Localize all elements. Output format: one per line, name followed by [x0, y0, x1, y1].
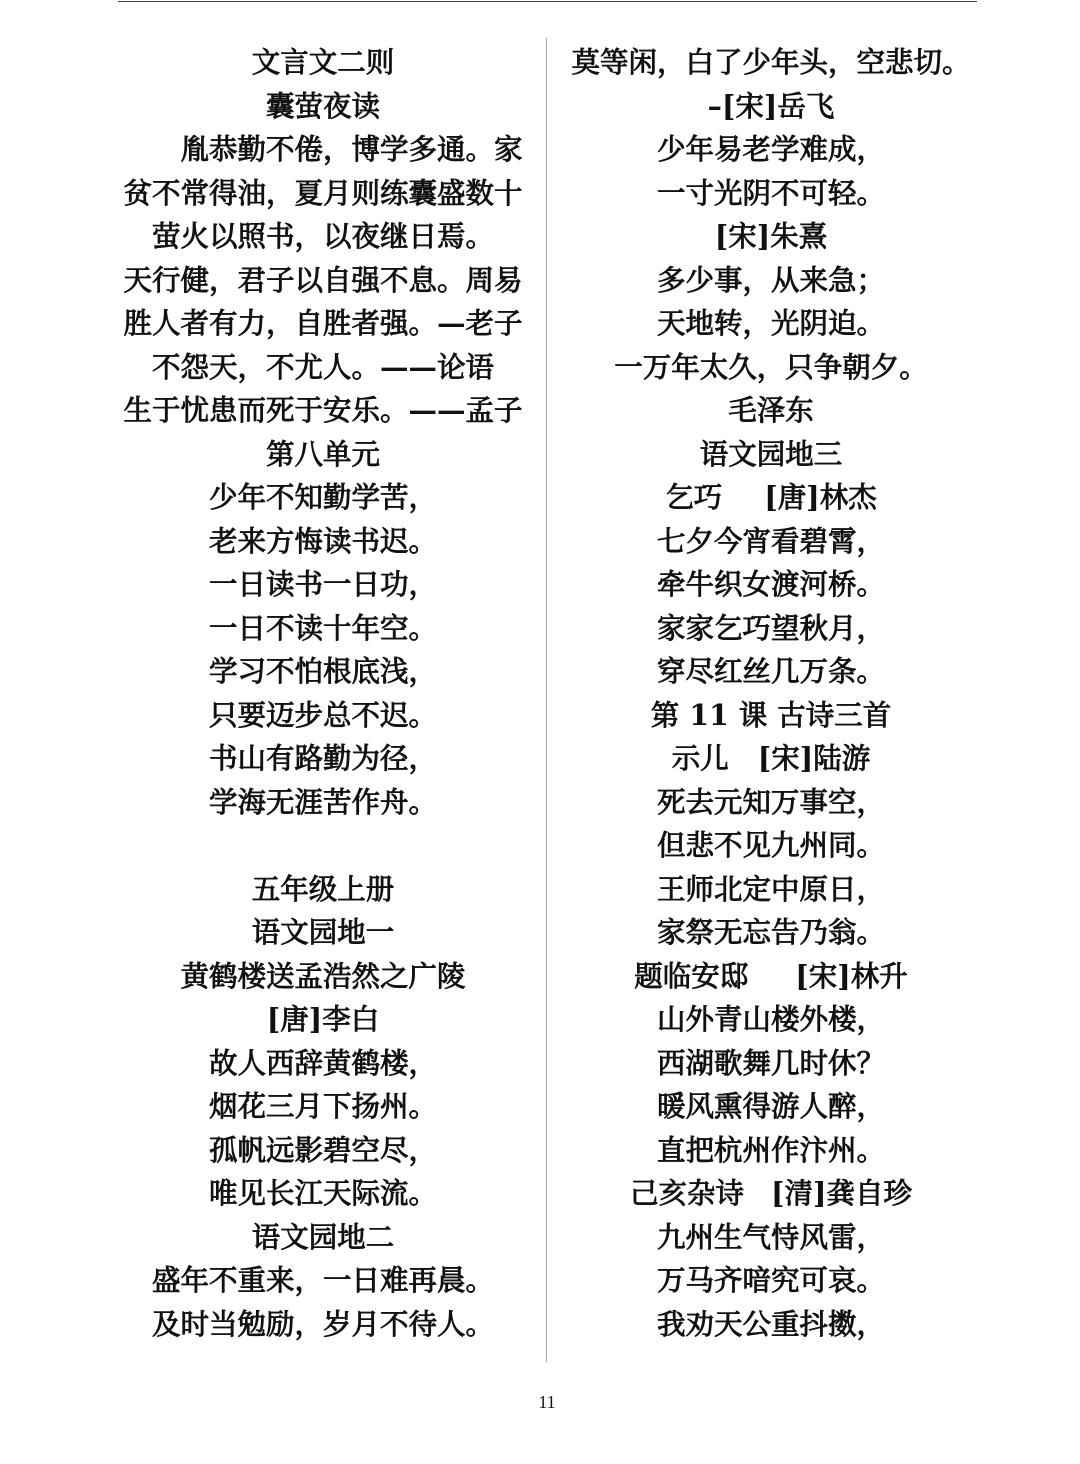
poem-line: 牵牛织女渡河桥。: [656, 567, 885, 601]
prose-line: 贫不常得油，夏月则练囊盛数十: [123, 175, 523, 210]
grade-heading: 五年级上册: [251, 871, 395, 906]
poem-line: 学习不怕根底浅，: [208, 654, 437, 688]
quote-line: 生于忧患而死于安乐。——孟子: [123, 393, 523, 427]
poem-author: [唐]李白: [266, 1002, 380, 1036]
poem-author: [唐]林杰: [764, 480, 877, 514]
poem-line: 天地转，光阴迫。: [656, 306, 885, 340]
poem-line: 王师北定中原日，: [656, 871, 885, 906]
poem-line: 莫等闲，白了少年头，空悲切。: [571, 45, 971, 79]
poem-line: 老来方悔读书迟。: [208, 523, 437, 558]
poem-author: [宋]朱熹: [714, 219, 828, 253]
poem-line: 家家乞巧望秋月，: [656, 610, 885, 645]
poem-heading: [566, 955, 976, 999]
prose-line: 胤恭勤不倦，博学多通。家: [180, 132, 523, 166]
poem-line: 只要迈步总不迟。: [208, 697, 437, 732]
poem-line: 少年不知勤学苦，: [208, 480, 437, 514]
poem-line: 少年易老学难成，: [656, 132, 885, 166]
poem-author: 毛泽东: [728, 393, 814, 427]
poem-title: 题临安邸: [634, 958, 749, 993]
poem-line: 一日读书一日功，: [208, 567, 437, 601]
poem-line: 万马齐喑究可哀。: [656, 1263, 885, 1297]
poem-author: –[宋]岳飞: [707, 88, 835, 123]
poem-line: 唯见长江天际流。: [208, 1176, 437, 1210]
quote-line: 不怨天，不尤人。——论语: [151, 349, 494, 384]
right-column: [566, 41, 976, 1346]
top-rule: [118, 1, 977, 2]
poem-title: 己亥杂诗: [630, 1176, 745, 1210]
poem-line: 一寸光阴不可轻。: [656, 175, 885, 210]
poem-line: 山外青山楼外楼，: [656, 1002, 885, 1036]
column-divider: [546, 38, 547, 1362]
poem-line: 多少事，从来急；: [656, 262, 885, 297]
quote-line: 天行健，君子以自强不息。周易: [123, 262, 523, 297]
poem-line: 及时当勉励，岁月不待人。: [151, 1306, 494, 1341]
section-heading: 语文园地一: [251, 915, 395, 949]
poem-line: 一万年太久，只争朝夕。: [614, 349, 928, 384]
poem-line: 一日不读十年空。: [208, 610, 437, 645]
poem-author: [宋]陆游: [757, 741, 871, 775]
section-heading: 文言文二则: [251, 45, 395, 79]
poem-line: 烟花三月下扬州。: [208, 1089, 437, 1123]
poem-line: 西湖歌舞几时休？: [656, 1045, 885, 1080]
section-heading: 语文园地三: [699, 436, 843, 471]
poem-line: 七夕今宵看碧霄，: [656, 523, 885, 558]
poem-title: 乞巧: [665, 480, 723, 514]
poem-line: 书山有路勤为径，: [208, 741, 437, 775]
poem-line: 学海无涯苦作舟。: [208, 784, 437, 819]
poem-line: 穿尽红丝几万条。: [656, 654, 885, 688]
poem-heading: [566, 1172, 976, 1216]
poem-line: 孤帆远影碧空尽，: [208, 1132, 437, 1167]
lesson-heading: 第 11 课 古诗三首: [650, 697, 892, 732]
poem-author: [清]龚自珍: [771, 1176, 912, 1210]
poem-line: 我劝天公重抖擞，: [656, 1306, 885, 1341]
poem-title: 黄鹤楼送孟浩然之广陵: [180, 958, 466, 993]
unit-heading: 第八单元: [265, 436, 380, 471]
poem-heading: [566, 737, 976, 781]
poem-line: 盛年不重来，一日难再晨。: [151, 1263, 494, 1297]
poem-line: 家祭无忘告乃翁。: [656, 915, 885, 949]
poem-line: 直把杭州作汴州。: [656, 1132, 885, 1167]
poem-line: 暖风熏得游人醉，: [656, 1089, 885, 1123]
blank-line: [118, 824, 528, 868]
left-column: [118, 41, 528, 1346]
poem-author: [宋]林升: [795, 958, 908, 993]
poem-title: 示儿: [671, 741, 729, 775]
page-number: 11: [538, 1392, 556, 1412]
poem-line: 故人西辞黄鹤楼，: [208, 1045, 437, 1080]
section-heading: 语文园地二: [251, 1219, 395, 1254]
poem-heading: [566, 476, 976, 520]
text-title: 囊萤夜读: [265, 88, 380, 123]
poem-line: 九州生气恃风雷，: [656, 1219, 885, 1254]
quote-line: 胜人者有力，自胜者强。—老子: [123, 306, 523, 340]
poem-line: 死去元知万事空，: [656, 784, 885, 819]
poem-line: 但悲不见九州同。: [656, 828, 885, 862]
prose-line: 萤火以照书，以夜继日焉。: [151, 219, 494, 253]
